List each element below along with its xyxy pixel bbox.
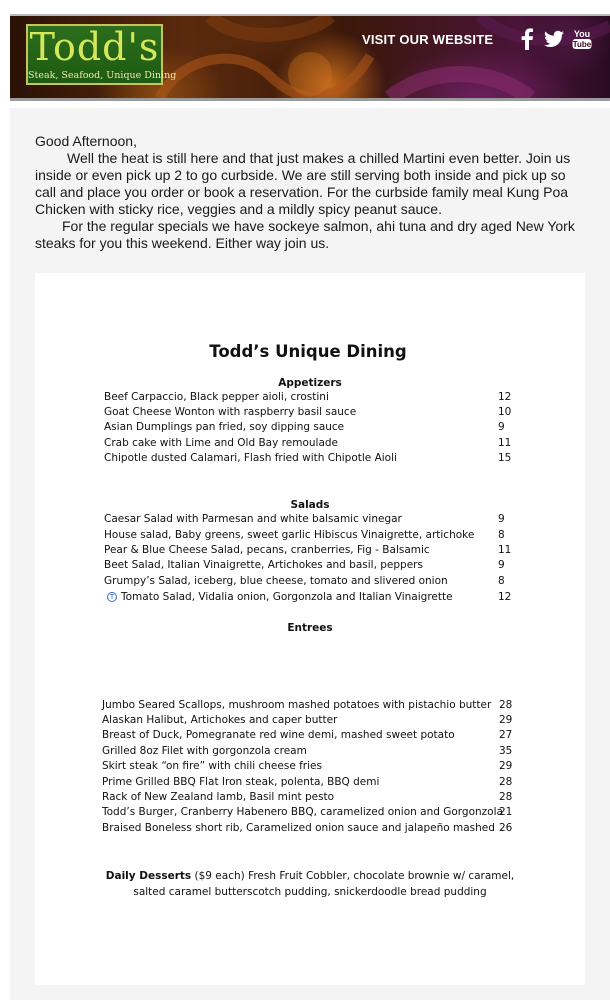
header-divider [10,98,610,101]
logo-tagline: Steak, Seafood, Unique Dining [28,70,177,81]
menu-item-name-wrap [107,591,453,603]
menu-item [104,513,524,528]
menu-item-name: Grilled 8oz Filet with gorgonzola cream [102,745,307,757]
menu-item [104,575,524,590]
menu-item [102,699,522,714]
menu-item-name: Pear & Blue Cheese Salad, pecans, cranberries, Fig - Balsamic [104,544,430,556]
menu-item [102,806,522,821]
facebook-icon[interactable] [520,28,534,50]
menu-item-name: Caesar Salad with Parmesan and white balsamic vinegar [104,513,402,525]
menu-item-price: 9 [498,513,505,525]
menu-item [104,421,524,436]
menu-item [104,437,524,452]
menu-item-price: 26 [499,822,513,834]
menu-item-name: Beef Carpaccio, Black pepper aioli, crostini [104,391,329,403]
desserts-price-note: ($9 each) [191,870,249,882]
youtube-tube-text: Tube [572,40,592,49]
menu-item-name: Goat Cheese Wonton with raspberry basil sauce [104,406,357,418]
menu-item-name: Alaskan Halibut, Artichokes and caper butter [102,714,338,726]
menu-item [104,406,524,421]
menu-item-price: 21 [499,806,513,818]
menu-item [102,714,522,729]
menu-item-price: 12 [498,591,512,603]
menu-item [104,391,524,406]
menu-item-price: 15 [498,452,512,464]
menu-item-name: Jumbo Seared Scallops, mushroom mashed potatoes with pistachio butter [102,699,492,711]
menu-item-name: Crab cake with Lime and Old Bay remoulade [104,437,338,449]
specials-paragraph: For the regular specials we have sockeye salmon, ahi tuna and dry aged New York steaks for you this weekend. Either way join us. [35,218,575,251]
menu-item [107,591,527,606]
menu-item [102,776,522,791]
menu-item [104,452,524,467]
visit-website-link[interactable]: VISIT OUR WEBSITE [362,32,494,47]
appetizers-heading: Appetizers [278,377,342,389]
menu-item-price: 10 [498,406,512,418]
greeting: Good Afternoon, [35,133,137,149]
desserts-line2: salted caramel butterscotch pudding, snickerdoodle bread pudding [133,886,487,898]
menu-item [102,791,522,806]
menu-item-name: Beet Salad, Italian Vinaigrette, Artichokes and basil, peppers [104,559,423,571]
desserts-line1: Fresh Fruit Cobbler, chocolate brownie w/ caramel, [248,870,515,882]
email-header-banner [10,16,610,98]
menu-item [102,729,522,744]
menu-item [102,760,522,775]
menu-item [104,559,524,574]
menu-item-price: 12 [498,391,512,403]
menu-card [35,273,585,985]
menu-item-name: Todd’s Burger, Cranberry Habenero BBQ, caramelized onion and Gorgonzola [102,806,503,818]
menu-item-name: Rack of New Zealand lamb, Basil mint pesto [102,791,335,803]
desserts-label: Daily Desserts [105,870,192,882]
menu-item-name: Braised Boneless short rib, Caramelized onion sauce and jalapeño mashed [102,822,495,834]
menu-item-price: 11 [498,544,512,556]
menu-item-price: 8 [498,575,505,587]
intro-paragraph: Well the heat is still here and that just makes a chilled Martini even better. Join us inside or even pick up 2 to go curbside. We are still serving both inside and pick up so call and place you order or book a reservation. For the curbside family meal Kung Poa Chicken with sticky rice, veggies and a mildly spicy peanut sauce. [35,150,571,217]
menu-item-price: 28 [499,699,513,711]
twitter-icon[interactable] [544,30,564,48]
youtube-you-text: You [573,29,591,39]
menu-item [102,822,522,837]
menu-item [102,745,522,760]
logo-name: Todd's [29,25,160,69]
entrees-heading: Entrees [287,622,333,634]
salads-heading: Salads [290,499,330,511]
menu-item-price: 27 [499,729,513,741]
menu-item-price: 29 [499,760,513,772]
daily-desserts [35,868,585,900]
menu-item-price: 9 [498,559,505,571]
menu-item-name: Grumpy’s Salad, iceberg, blue cheese, tomato and slivered onion [104,575,448,587]
menu-item-name: Tomato Salad, Vidalia onion, Gorgonzola and Italian Vinaigrette [121,591,453,603]
intro-message [35,133,580,252]
menu-item-price: 9 [498,421,505,433]
menu-item [104,544,524,559]
info-circle-icon: T [107,592,117,602]
menu-item-price: 28 [499,776,513,788]
menu-item-name: Skirt steak “on fire” with chili cheese fries [102,760,322,772]
menu-item-price: 29 [499,714,513,726]
todds-logo[interactable] [26,24,177,85]
menu-item-name: Breast of Duck, Pomegranate red wine demi, mashed sweet potato [102,729,455,741]
menu-title: Todd’s Unique Dining [209,342,407,361]
menu-item-price: 8 [498,529,505,541]
menu-item [104,529,524,544]
menu-item-price: 35 [499,745,513,757]
youtube-icon[interactable] [572,28,592,50]
menu-item-name: Asian Dumplings pan fried, soy dipping sauce [104,421,345,433]
menu-item-price: 11 [498,437,512,449]
menu-item-name: House salad, Baby greens, sweet garlic Hibiscus Vinaigrette, artichoke [104,529,475,541]
menu-item-price: 28 [499,791,513,803]
menu-item-name: Prime Grilled BBQ Flat Iron steak, polenta, BBQ demi [102,776,380,788]
menu-item-name: Chipotle dusted Calamari, Flash fried with Chipotle Aioli [104,452,397,464]
